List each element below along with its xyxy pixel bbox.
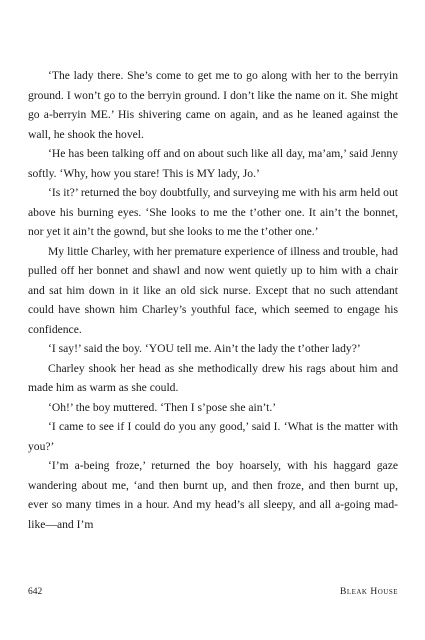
page-number: 642 [28,587,43,597]
paragraph: ‘The lady there. She’s come to get me to go along with her to the berryin ground. I won’t go to the berryin ground. I don’t like the name on it. She might go a-berryin ME.’ His shivering came on again, and as he leaned against the wall, he shook the hovel. [28,69,398,141]
running-title: Bleak House [339,587,398,597]
paragraph: ‘I’m a-being froze,’ returned the boy hoarsely, with his haggard gaze wandering about me, ‘and then burnt up, and then froze, and then burnt up, ever so many times in a hour. And my head’s all sleepy, and all a-going mad-like—and I’m [28,459,398,531]
paragraph: ‘Is it?’ returned the boy doubtfully, and surveying me with his arm held out above his burning eyes. ‘She looks to me the t’other one. It ain’t the bonnet, nor yet it ain’t the gownd, but she looks to me the t’other one.’ [28,186,398,238]
paragraph: ‘Oh!’ the boy muttered. ‘Then I s’pose she ain’t.’ [48,400,277,414]
paragraph: ‘I say!’ said the boy. ‘YOU tell me. Ain’t the lady the t’other lady?’ [48,342,361,355]
paragraph: ‘I came to see if I could do you any good,’ said I. ‘What is the matter with you?’ [28,420,398,453]
paragraph: My little Charley, with her premature experience of illness and trouble, had pulled off her bonnet and shawl and now went quietly up to him with a chair and sat him down in it like an old sick nurse. Except that no such attendant could have shown him Charley’s youthful face, which seemed to engage his confidence. [28,244,398,336]
body-text [28,66,398,534]
paragraph: ‘He has been talking off and on about such like all day, ma’am,’ said Jenny softly. ‘Why, how you stare! This is MY lady, Jo.’ [28,147,398,180]
paragraph: Charley shook her head as she methodically drew his rags about him and made him as warm as she could. [28,361,398,394]
page-footer [28,587,398,597]
